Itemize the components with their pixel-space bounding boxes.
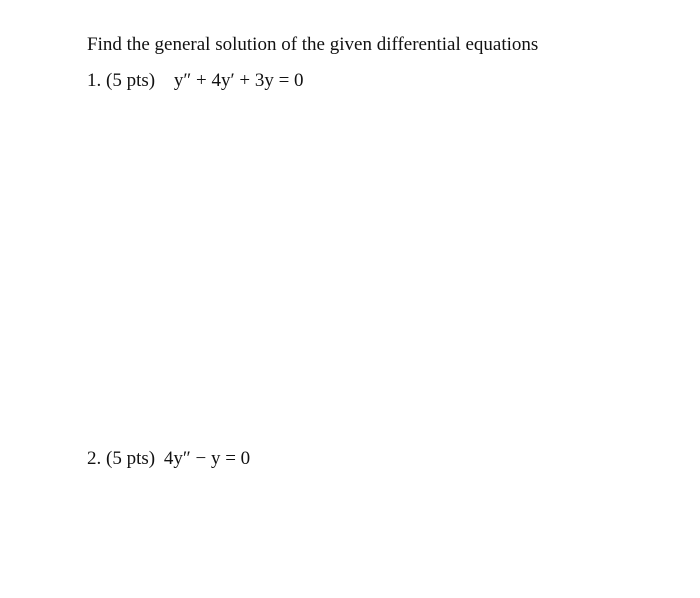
problem-2 (87, 447, 250, 471)
problem-1 (87, 69, 304, 93)
problem-1-equation: y″ + 4y′ + 3y = 0 (173, 70, 304, 91)
instruction-text: Find the general solution of the given differential equations (87, 34, 539, 55)
problem-2-equation: 4y″ − y = 0 (163, 448, 251, 469)
problem-1-points: (5 pts) (106, 70, 156, 91)
problem-1-number: 1. (87, 70, 102, 91)
problem-2-number: 2. (87, 448, 102, 469)
problem-2-points: (5 pts) (106, 448, 156, 469)
